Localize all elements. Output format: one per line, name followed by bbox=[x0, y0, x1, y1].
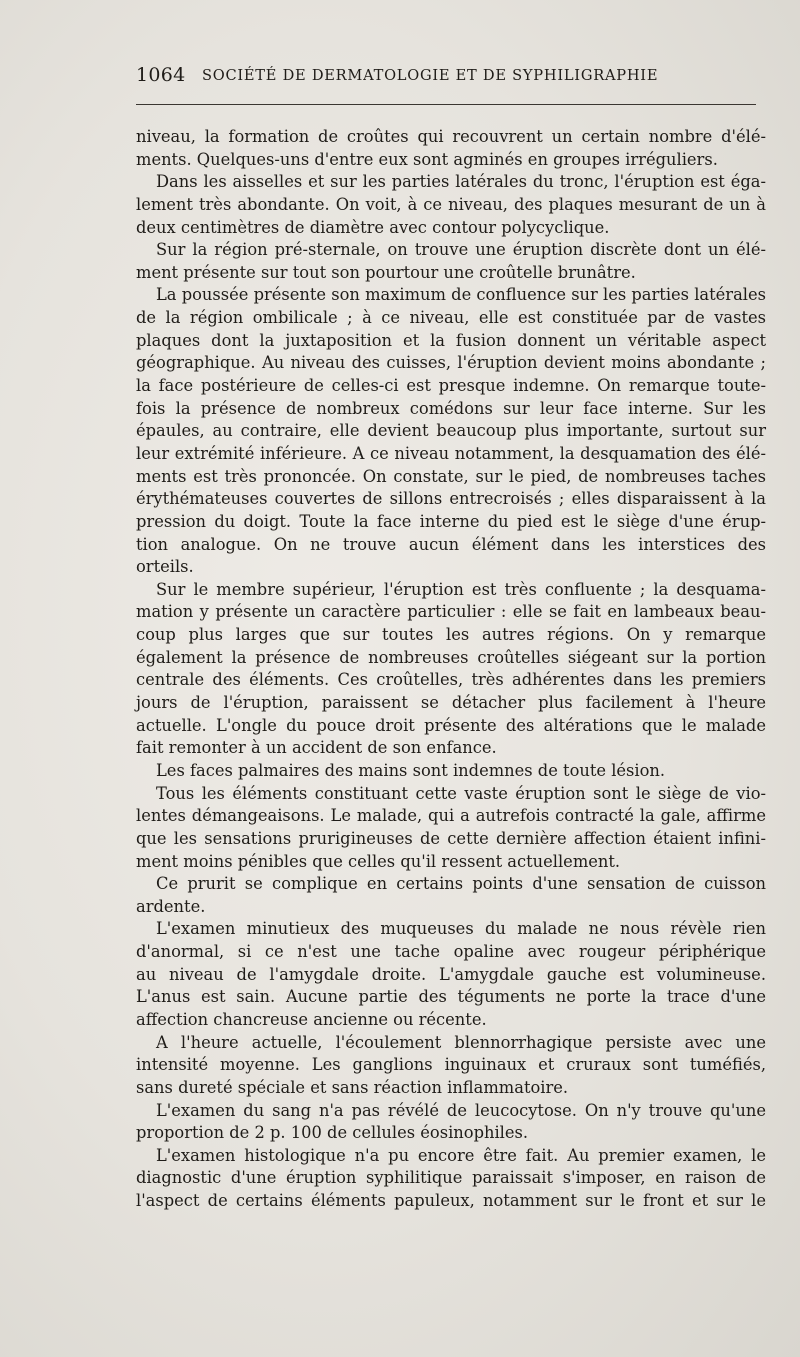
text-line: L'examen histologique n'a pu encore être fait. Au premier examen, le bbox=[156, 1145, 766, 1165]
text-line: A l'heure actuelle, l'écoulement blennorrhagique persiste avec une bbox=[156, 1032, 766, 1052]
header-rule bbox=[136, 104, 756, 105]
text-line: l'aspect de certains éléments papuleux, notamment sur le front et sur le bbox=[136, 1191, 766, 1211]
page-header bbox=[136, 64, 756, 96]
text-line: La poussée présente son maximum de confluence sur les parties latérales bbox=[156, 285, 766, 305]
text-line: orteils. bbox=[136, 557, 194, 577]
text-line: ment moins pénibles que celles qu'il ressent actuellement. bbox=[136, 851, 621, 871]
text-line: affection chancreuse ancienne ou récente. bbox=[136, 1009, 487, 1029]
text-line: au niveau de l'amygdale droite. L'amygdale gauche est volumineuse. bbox=[136, 964, 766, 984]
text-line: jours de l'éruption, paraissent se détacher plus facilement à l'heure bbox=[136, 693, 766, 713]
text-line: de la région ombilicale ; à ce niveau, elle est constituée par de vastes bbox=[136, 308, 766, 328]
text-line: mation y présente un caractère particulier : elle se fait en lambeaux beau- bbox=[136, 602, 766, 622]
text-line: lentes démangeaisons. Le malade, qui a autrefois contracté la gale, affirme bbox=[136, 806, 766, 826]
text-line: Tous les éléments constituant cette vaste éruption sont le siège de vio- bbox=[156, 783, 766, 803]
text-line: d'anormal, si ce n'est une tache opaline avec rougeur périphérique bbox=[136, 942, 766, 962]
text-line: plaques dont la juxtaposition et la fusion donnent un véritable aspect bbox=[136, 330, 766, 350]
text-line: coup plus larges que sur toutes les autres régions. On y remarque bbox=[136, 625, 766, 645]
page-number: 1064 bbox=[136, 64, 186, 86]
text-line: L'examen minutieux des muqueuses du malade ne nous révèle rien bbox=[156, 919, 766, 939]
text-line: Dans les aisselles et sur les parties latérales du tronc, l'éruption est éga- bbox=[156, 172, 766, 192]
text-line: sans dureté spéciale et sans réaction inflammatoire. bbox=[136, 1077, 569, 1097]
text-line: ment présente sur tout son pourtour une croûtelle brunâtre. bbox=[136, 262, 636, 282]
text-line: proportion de 2 p. 100 de cellules éosinophiles. bbox=[136, 1123, 529, 1143]
text-line: intensité moyenne. Les ganglions inguinaux et cruraux sont tuméfiés, bbox=[136, 1055, 766, 1075]
text-line: la face postérieure de celles-ci est presque indemne. On remarque toute- bbox=[136, 376, 766, 396]
text-line: fois la présence de nombreux comédons sur leur face interne. Sur les bbox=[136, 398, 766, 418]
text-line: pression du doigt. Toute la face interne du pied est le siège d'une érup- bbox=[136, 511, 766, 531]
text-line: épaules, au contraire, elle devient beaucoup plus importante, surtout sur bbox=[136, 421, 766, 441]
text-line: ardente. bbox=[136, 896, 206, 916]
running-title: SOCIÉTÉ DE DERMATOLOGIE ET DE SYPHILIGRAPHIE bbox=[202, 67, 659, 84]
text-line: ments est très prononcée. On constate, sur le pied, de nombreuses taches bbox=[136, 466, 766, 486]
text-line: leur extrémité inférieure. A ce niveau notamment, la desquamation des élé- bbox=[136, 443, 766, 463]
text-line: deux centimètres de diamètre avec contour polycyclique. bbox=[136, 217, 610, 237]
text-line: centrale des éléments. Ces croûtelles, très adhérentes dans les premiers bbox=[136, 670, 766, 690]
text-line: Sur le membre supérieur, l'éruption est très confluente ; la desquama- bbox=[156, 579, 766, 599]
text-line: L'examen du sang n'a pas révélé de leucocytose. On n'y trouve qu'une bbox=[156, 1100, 766, 1120]
text-line: L'anus est sain. Aucune partie des téguments ne porte la trace d'une bbox=[136, 987, 766, 1007]
text-line: que les sensations prurigineuses de cette dernière affection étaient infini- bbox=[136, 828, 766, 848]
text-line: actuelle. L'ongle du pouce droit présente des altérations que le malade bbox=[136, 715, 766, 735]
text-line: tion analogue. On ne trouve aucun élément dans les interstices des bbox=[136, 534, 766, 554]
text-line: Ce prurit se complique en certains points d'une sensation de cuisson bbox=[156, 874, 766, 894]
text-line: Sur la région pré-sternale, on trouve une éruption discrète dont un élé- bbox=[156, 240, 766, 260]
text-line: fait remonter à un accident de son enfance. bbox=[136, 738, 497, 758]
text-line: également la présence de nombreuses croûtelles siégeant sur la portion bbox=[136, 647, 766, 667]
text-line: ments. Quelques-uns d'entre eux sont agminés en groupes irréguliers. bbox=[136, 149, 718, 169]
body-text bbox=[136, 126, 766, 1213]
text-line: Les faces palmaires des mains sont indemnes de toute lésion. bbox=[156, 760, 666, 780]
text-line: lement très abondante. On voit, à ce niveau, des plaques mesurant de un à bbox=[136, 194, 766, 214]
text-line: érythémateuses couvertes de sillons entrecroisés ; elles disparaissent à la bbox=[136, 489, 766, 509]
text-line: diagnostic d'une éruption syphilitique paraissait s'imposer, en raison de bbox=[136, 1168, 766, 1188]
text-line: niveau, la formation de croûtes qui recouvrent un certain nombre d'élé- bbox=[136, 127, 766, 146]
text-line: géographique. Au niveau des cuisses, l'éruption devient moins abondante ; bbox=[136, 353, 766, 373]
